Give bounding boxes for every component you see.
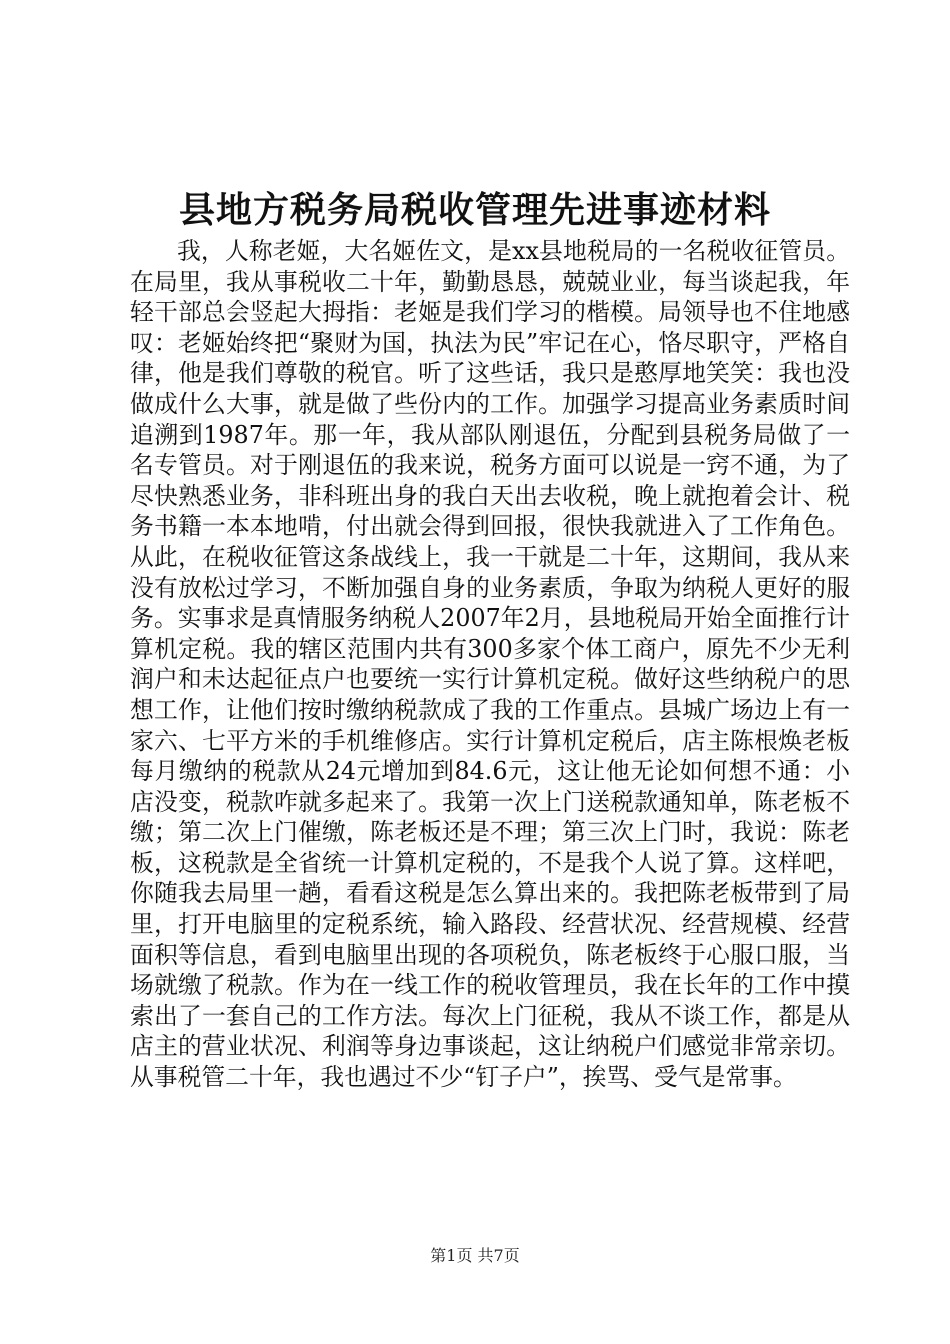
page-number-footer: 第1页 共7页: [430, 1246, 520, 1265]
body-paragraph: 我，人称老姬，大名姬佐文，是xx县地税局的一名税收征管员。在局里，我从事税收二十年，勤勤恳恳，兢兢业业，每当谈起我，年轻干部总会竖起大拇指：老姬是我们学习的楷模。局领导也不住地感叹：老姬始终把“聚财为国，执法为民”牢记在心，恪尽职守，严格自律，他是我们尊敬的税官。听了这些话，我只是憨厚地笑笑：我也没做成什么大事，就是做了些份内的工作。加强学习提高业务素质时间追溯到1987年。那一年，我从部队刚退伍，分配到县税务局做了一名专管员。对于刚退伍的我来说，税务方面可以说是一窍不通，为了尽快熟悉业务，非科班出身的我白天出去收税，晚上就抱着会计、税务书籍一本本地啃，付出就会得到回报，很快我就进入了工作角色。从此，在税收征管这条战线上，我一干就是二十年，这期间，我从来没有放松过学习，不断加强自身的业务素质，争取为纳税人更好的服务。实事求是真情服务纳税人2007年2月，县地税局开始全面推行计算机定税。我的辖区范围内共有300多家个体工商户，原先不少无利润户和未达起征点户也要统一实行计算机定税。做好这些纳税户的思想工作，让他们按时缴纳税款成了我的工作重点。县城广场边上有一家六、七平方米的手机维修店。实行计算机定税后，店主陈根焕老板每月缴纳的税款从24元增加到84.6元，这让他无论如何想不通：小店没变，税款咋就多起来了。我第一次上门送税款通知单，陈老板不缴；第二次上门催缴，陈老板还是不理；第三次上门时，我说：陈老板，这税款是全省统一计算机定税的，不是我个人说了算。这样吧，你随我去局里一趟，看看这税是怎么算出来的。我把陈老板带到了局里，打开电脑里的定税系统，输入路段、经营状况、经营规模、经营面积等信息，看到电脑里出现的各项税负，陈老板终于心服口服，当场就缴了税款。作为在一线工作的税收管理员，我在长年的工作中摸索出了一套自己的工作方法。每次上门征税，我从不谈工作，都是从店主的营业状况、利润等身边事谈起，这让纳税户们感觉非常亲切。从事税管二十年，我也遇过不少“钉子户”，挨骂、受气是常事。: [130, 237, 850, 1092]
document-title: 县地方税务局税收管理先进事迹材料: [178, 189, 771, 231]
